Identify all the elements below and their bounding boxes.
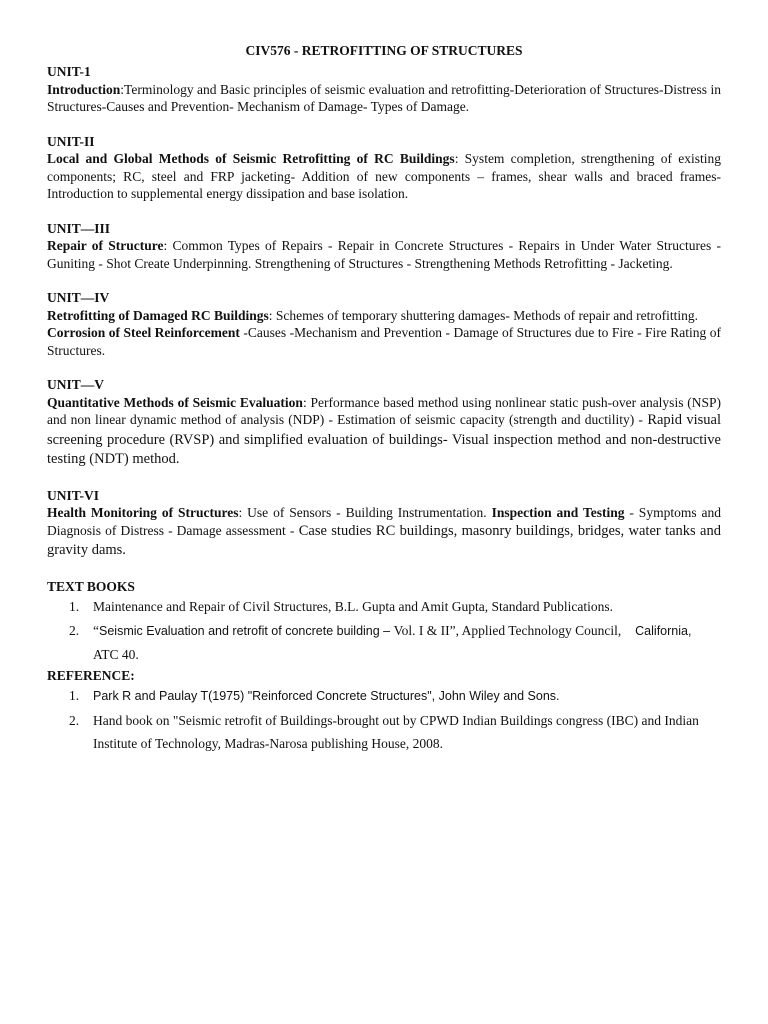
list-number: 1. [69, 688, 80, 703]
unit-topic-2: Corrosion of Steel Reinforcement [47, 325, 240, 340]
book-title: Seismic Evaluation and retrofit of concrete building – [99, 623, 394, 638]
list-item [47, 595, 721, 619]
syllabus-page [47, 42, 721, 756]
unit-3 [47, 220, 721, 273]
book-location: California, [621, 623, 692, 638]
page-title: CIV576 - RETROFITTING OF STRUCTURES [245, 43, 523, 58]
unit-heading: UNIT—V [47, 377, 105, 392]
reference-heading: REFERENCE: [47, 667, 135, 683]
unit-topic: Introduction [47, 81, 121, 97]
unit-description [47, 394, 721, 470]
reference-citation: Park R and Paulay T(1975) "Reinforced Concrete Structures", John Wiley and Sons. [93, 689, 560, 703]
list-item [47, 619, 721, 667]
book-publisher: Vol. I & II”, Applied Technology Council, [393, 622, 622, 638]
unit-topic: Quantitative Methods of Seismic Evaluation [47, 394, 303, 410]
list-number: 2. [69, 712, 80, 728]
list-item [47, 684, 721, 709]
unit-text: : Performance based method using nonlinear static push-over analysis (NSP) and non linear dynamic method of analysis (NDP) - Estimation of seismic capacity (strength and ductility) - [47, 394, 721, 427]
unit-topic: Local and Global Methods of Seismic Retrofitting of RC Buildings [47, 151, 455, 166]
unit-topic: Health Monitoring of Structures [47, 505, 239, 520]
quote-mark: “ [93, 622, 99, 638]
reference-list [47, 684, 721, 756]
unit-heading: UNIT-II [47, 133, 95, 149]
unit-text: : Common Types of Repairs - Repair in Concrete Structures - Repairs in Under Water Structures - Guniting - Shot Create Underpinning. Strengthening of Structures - Strengthening Methods Retrofitting - Jacketing. [47, 238, 721, 271]
reference-citation: Hand book on "Seismic retrofit of Buildings-brought out by CPWD Indian Buildings congress (IBC) and Indian Institute of Technology, Madras-Narosa publishing House, 2008. [93, 712, 699, 751]
unit-topic-2: Inspection and Testing [491, 505, 625, 520]
text-books-list [47, 595, 721, 667]
unit-topic: Repair of Structure [47, 238, 164, 253]
unit-description [47, 150, 721, 203]
list-item [47, 709, 721, 756]
unit-heading: UNIT—III [47, 220, 111, 236]
unit-text: : Schemes of temporary shuttering damages- Methods of repair and retrofitting. [268, 307, 699, 323]
unit-2 [47, 133, 721, 203]
book-citation: Maintenance and Repair of Civil Structures, B.L. Gupta and Amit Gupta, Standard Publications. [93, 599, 614, 614]
unit-text: :Terminology and Basic principles of seismic evaluation and retrofitting-Deterioration of Structures-Distress in Structures-Causes and Prevention- Mechanism of Damage- Types of Damage. [47, 81, 721, 114]
list-number: 1. [69, 599, 80, 614]
unit-text: : System completion, strengthening of existing components; RC, steel and FRP jacketing- Addition of new components – frames, shear walls and braced frames-Introduction to supplemental energy dissipation and base isolation. [47, 151, 721, 201]
unit-6 [47, 487, 721, 561]
unit-text-large: Case studies RC buildings, masonry buildings, bridges, water tanks and gravity dams. [47, 522, 721, 558]
unit-1 [47, 63, 721, 116]
unit-4 [47, 289, 721, 359]
text-books-heading: TEXT BOOKS [47, 578, 135, 594]
unit-text-2: - Symptoms and Diagnosis of Distress - Damage assessment - [47, 505, 721, 538]
list-number: 2. [69, 622, 80, 638]
unit-topic: Retrofitting of Damaged RC Buildings [47, 307, 269, 323]
unit-5 [47, 376, 721, 470]
unit-heading: UNIT-1 [47, 64, 91, 79]
unit-text-2: -Causes -Mechanism and Prevention - Damage of Structures due to Fire - Fire Rating of Structures. [47, 325, 721, 358]
unit-description [47, 81, 721, 116]
unit-description [47, 307, 721, 360]
book-code: ATC 40. [93, 647, 139, 662]
unit-heading: UNIT—IV [47, 290, 110, 305]
unit-description [47, 504, 721, 561]
unit-heading: UNIT-VI [47, 487, 100, 503]
unit-text-large: Rapid visual screening procedure (RVSP) and simplified evaluation of buildings- Visual inspection method and non-destructive testing (NDT) method. [47, 412, 721, 467]
unit-text: : Use of Sensors - Building Instrumentation. [238, 505, 492, 520]
unit-description [47, 237, 721, 272]
